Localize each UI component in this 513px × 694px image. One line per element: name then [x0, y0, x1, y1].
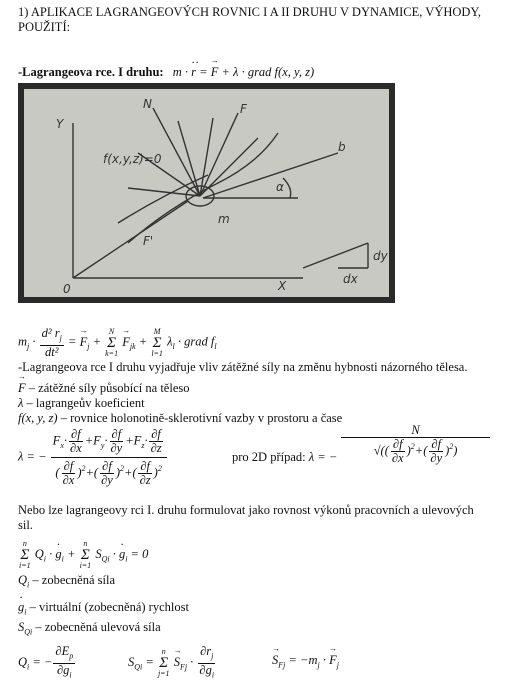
eq2-sum1-top: N [108, 326, 115, 336]
lambda-2d-label: pro 2D případ: [232, 450, 306, 464]
first-kind-equation [18, 65, 314, 80]
eq2-sum-2: M Σ l=1 [151, 326, 163, 358]
pow-sum2-top: n [83, 539, 88, 548]
sketch-photo [18, 83, 395, 303]
second-text-2: sil. [18, 518, 33, 532]
def-g-text: – virtuální (zobecněná) rychlost [29, 600, 189, 614]
def-g: · $g_i$ – virtuální (zobecněná) rychlost [18, 600, 189, 617]
lambda-formula: λ = − $F_x\cdot$ $\frac{\partial f}{\partial x}$ $+F_y\cdot$ $\frac{\partial f}{\partial y}$ $+F_z\cdot$ $\frac{\partial f}{\partial z}$ ( $\frac{\partial f}{\partial x}$ )$^2$+( $\frac{\partial f}{\partial y}$ )$^2$+( $\frac{\partial f}{\partial z}$ )$^2$ [18, 428, 168, 487]
eq2-m: m [18, 334, 28, 349]
def-fxyz-text: – rovnice holonotině-sklerotivní vazby v prostoru a čase [60, 411, 343, 425]
first-kind-label: -Lagrangeova rce. I druhu: [18, 65, 164, 79]
heading-line-1: 1) APLIKACE LAGRANGEOVÝCH ROVNIC I A II DRUHU V DYNAMICE, VÝHODY, [18, 5, 481, 19]
label-y: Y [56, 117, 64, 131]
label-x: X [278, 279, 287, 293]
label-dx: dx [343, 272, 358, 286]
label-f-prime: F' [143, 234, 154, 248]
eq-r: ·· r [191, 65, 196, 80]
def-lambda: λ – lagrangeův koeficient [18, 396, 145, 410]
eq2-fraction [40, 327, 64, 359]
section-heading [18, 5, 481, 35]
eq-rhs: = → F + λ · grad f(x, y, z) [199, 65, 314, 79]
def-lambda-text: – lagrangeův koeficient [26, 396, 145, 410]
formula-s-sum-bot: j=1 [157, 669, 170, 678]
power-equation: n Σ i=1 $Q_i$ · · $g_i$ + n Σ i=1 $S_{Qi}$ · · $g_i = 0$ [18, 540, 148, 570]
eq2-sum2-top: M [153, 326, 161, 336]
second-text-1: Nebo lze lagrangeovy rci I. druhu formulovat jako rovnost výkonů pracovních a ulevových [18, 503, 474, 517]
formula-q: $Q_i$ = − $\frac{\partial E_p}{\partial g_i}$ [18, 644, 74, 679]
label-b: b [338, 140, 346, 154]
pow-sum1-top: n [22, 539, 27, 548]
formula-s: $S_{Qi}$ = n Σ j=1 → $S_{Fj}$ · $\frac{\partial r_j}{\partial g_i}$ [128, 645, 217, 681]
label-fxyz: f(x,y,z)=0 [103, 152, 162, 166]
eq2-sum1-bot: k=1 [105, 348, 119, 358]
pow-sum2-bot: i=1 [79, 561, 92, 570]
formula-s-sum-top: n [161, 647, 166, 656]
label-alpha: α [276, 180, 284, 194]
def-q: $Q_i$ – zobecněná síla [18, 573, 115, 590]
formula-s-lhs: S [128, 654, 135, 669]
eq2-sum-1: N Σ k=1 [105, 326, 119, 358]
sketch-svg [18, 83, 395, 303]
heading-line-2: POUŽITÍ: [18, 20, 71, 34]
label-f: F [240, 102, 247, 116]
label-origin: 0 [63, 282, 71, 296]
equation-motion: $m_j$ · $\frac{d^2 r_j}{\text{dt²}}$ = → $F_j$ + N Σ k=1 → $F_{jk}$ + M Σ l=1 $\lambda_l$ · grad $f_l$ [18, 327, 217, 359]
eq-m: m · [172, 65, 189, 79]
lambda-2d: pro 2D případ: λ = − N √(( $\frac{\partial f}{\partial x}$ )$^2$+( $\frac{\partial f}{\partial y}$ )$^2$) [232, 450, 491, 465]
label-m: m [218, 212, 230, 226]
formula-sf-lhs: → S [272, 653, 278, 668]
label-n: N [143, 97, 152, 111]
eq2-num: d² r [41, 326, 60, 340]
def-q-text: – zobecněná síla [32, 573, 115, 587]
second-text [18, 503, 474, 533]
def-s: $S_{Qi}$ – zobecněná ulevová síla [18, 620, 161, 637]
label-dy: dy [373, 249, 388, 263]
def-f: → F – zátěžné síly působící na těleso [18, 381, 189, 396]
formula-sf: → $S_{Fj} = -m_j$ · → $F_j$ [272, 653, 339, 670]
formula-q-lhs: Q [18, 654, 28, 669]
eq2-m-sub: j [27, 342, 30, 352]
pow-rhs: = 0 [130, 546, 149, 561]
lambda-2d-fraction: N √(( $\frac{\partial f}{\partial x}$ )$^2$+( $\frac{\partial f}{\partial y}$ )$^2$) [341, 424, 489, 465]
lambda-fraction: $F_x\cdot$ $\frac{\partial f}{\partial x}$ $+F_y\cdot$ $\frac{\partial f}{\partial y}$ $+F_z\cdot$ $\frac{\partial f}{\partial z}$ ( $\frac{\partial f}{\partial x}$ )$^2$+( $\frac{\partial f}{\partial y}$ )$^2$+( $\frac{\partial f}{\partial z}$ )$^2$ [51, 428, 167, 487]
pow-sum1-bot: i=1 [19, 561, 31, 570]
def-f-text: – zátěžné síly působící na těleso [28, 381, 190, 395]
eq2-den: dt² [45, 344, 59, 359]
description: -Lagrangeova rce I druhu vyjadřuje vliv zátěžné síly na změnu hybnosti názorného tělesa. [18, 360, 468, 374]
lambda-2d-num: N [341, 424, 489, 438]
paper [24, 89, 389, 297]
def-s-text: – zobecněná ulevová síla [35, 620, 161, 634]
eq2-num-sub: j [59, 333, 62, 343]
eq2-sum2-bot: l=1 [151, 348, 163, 358]
def-fxyz: f(x, y, z) – rovnice holonotině-sklerotivní vazby v prostoru a čase [18, 411, 343, 425]
